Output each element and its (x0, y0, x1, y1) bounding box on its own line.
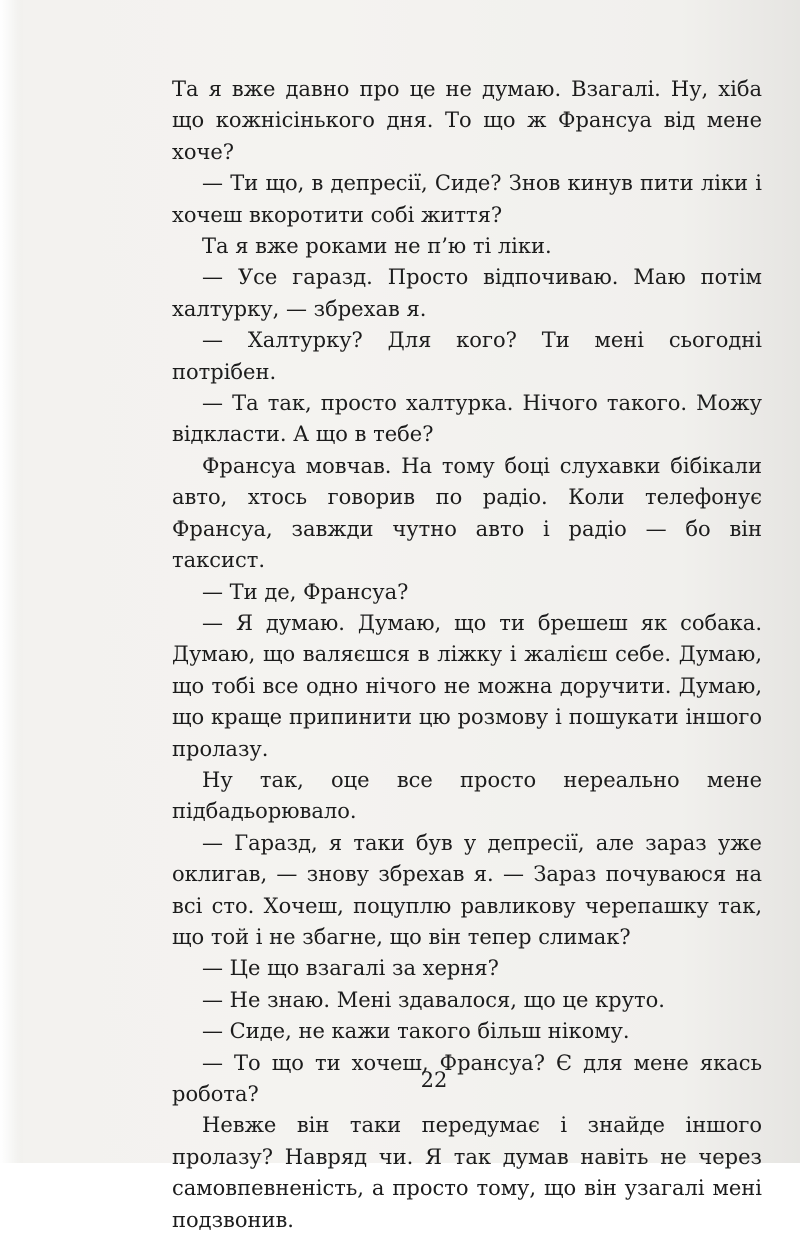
paragraph: — Не знаю. Мені здавалося, що це круто. (202, 987, 665, 1012)
paragraph: — Ти що, в депресії, Сиде? Знов кинув пити ліки і хочеш вкоротити собі життя? (172, 171, 762, 227)
paragraph: — Та так, просто халтурка. Нічого такого. Можу відкласти. А що в тебе? (172, 391, 762, 447)
body-text (172, 74, 762, 1236)
paragraph: — Це що взагалі за херня? (202, 956, 499, 981)
paragraph: Та я вже роками не п’ю ті ліки. (202, 234, 552, 259)
paragraph: — Гаразд, я таки був у депресії, але зараз уже оклигав, — знову збрехав я. — Зараз почуваюся на всі сто. Хочеш, поцуплю равликову черепашку так, що той і не збагне, що він тепер слимак? (172, 830, 762, 949)
paragraph: Невже він таки передумає і знайде іншого пролазу? Навряд чи. Я так думав навіть не через самовпевненість, а просто тому, що він узагалі мені подзвонив. (172, 1113, 762, 1232)
paragraph: — Халтурку? Для кого? Ти мені сьогодні потрібен. (172, 328, 762, 384)
page-number: 22 (420, 1068, 448, 1092)
paragraph: Та я вже давно про це не думаю. Взагалі. Ну, хіба що кожнісінького дня. То що ж Франсуа від мене хоче? (172, 77, 762, 164)
paragraph: — Сиде, не кажи такого більш нікому. (202, 1019, 630, 1044)
paragraph: — То що ти хочеш, Франсуа? Є для мене якась робота? (172, 1050, 762, 1106)
paragraph: — Усе гаразд. Просто відпочиваю. Маю потім халтурку, — збрехав я. (172, 265, 762, 321)
paragraph: Франсуа мовчав. На тому боці слухавки бібікали авто, хтось говорив по радіо. Коли телефонує Франсуа, завжди чутно авто і радіо — бо він таксист. (172, 453, 762, 573)
paragraph: — Я думаю. Думаю, що ти брешеш як собака. Думаю, що валяєшся в ліжку і жалієш себе. Думаю, що тобі все одно нічого не можна доручити. Думаю, що краще припинити цю розмову і пошукати іншого пролазу. (172, 610, 762, 761)
paragraph: — Ти де, Франсуа? (202, 579, 409, 604)
paragraph: Ну так, оце все просто нереально мене підбадьорювало. (172, 767, 762, 824)
